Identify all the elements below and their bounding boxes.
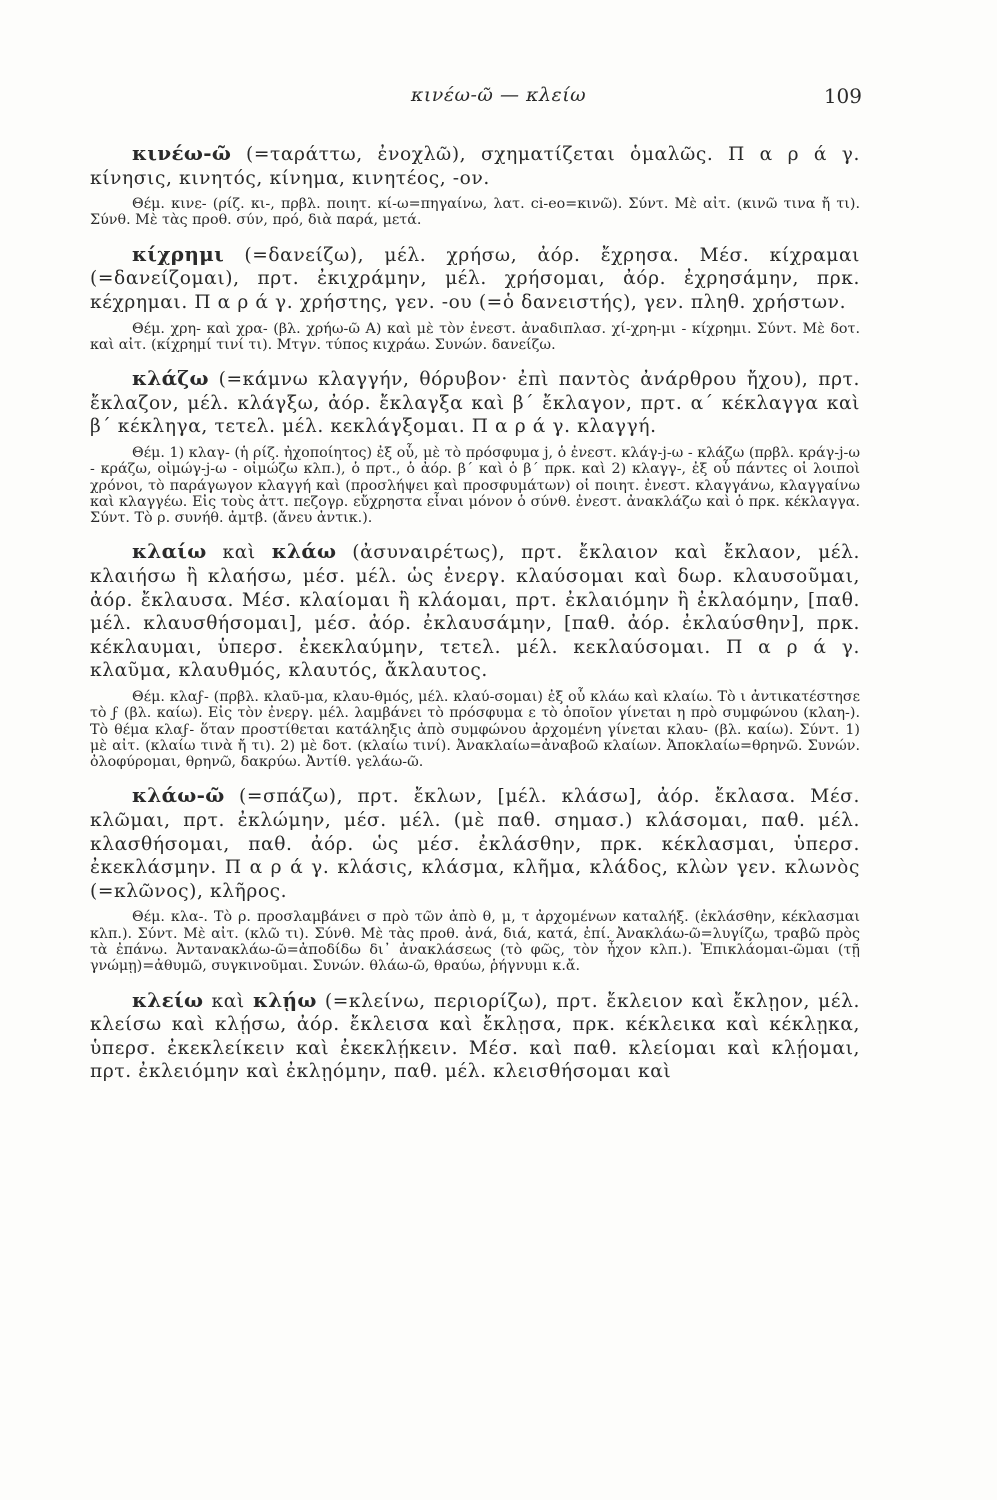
entry-kleio [90, 989, 860, 1084]
running-title: κινέω-ῶ — κλείω [410, 84, 587, 106]
entry-main [90, 989, 860, 1084]
entry-body: (=κλείνω, περιορίζω), πρτ. ἔκλειον καὶ ἔκλῃον, μέλ. κλείσω καὶ κλῄσω, ἀόρ. ἔκλεισα καὶ ἔκλῃσα, πρκ. κέκλεικα καὶ κέκλῃκα, ὑπερσ. ἐκεκλείκειν καὶ ἐκεκλῄκειν. Μέσ. καὶ παθ. κλείομαι καὶ κλῄομαι, πρτ. ἐκλειόμην καὶ ἐκλῃόμην, παθ. μέλ. κλεισθήσομαι καὶ [90, 990, 860, 1083]
headword-join: καὶ [211, 990, 245, 1012]
headword-variant: κλῄω [252, 987, 317, 1012]
headword: κλάζω [132, 366, 209, 391]
entry-note: Θέμ. κλαϝ- (πρβλ. κλαῦ-μα, κλαυ-θμός, μέλ. κλαύ-σομαι) ἐξ οὗ κλάω καὶ κλαίω. Τὸ ι ἀντικατέστησε τὸ ϝ (βλ. καίω). Εἰς τὸν ἐνεργ. μέλ. λαμβάνει τὸ πρόσφυμα ε τὸ ὁποῖον γίνεται η πρὸ συμφώνου (κλαη-). Τὸ θέμα κλαϝ- ὅταν προστίθεται κατάληξις ἀπὸ συμφώνου ἀρχομένη γίνεται κλαυ- (βλ. καίω). Σύντ. 1) μὲ αἰτ. (κλαίω τινὰ ἤ τι). 2) μὲ δοτ. (κλαίω τινί). Ἀνακλαίω=ἀναβοῶ κλαίων. Ἀποκλαίω=θρηνῶ. Συνών. ὀλοφύρομαι, θρηνῶ, δακρύω. Ἀντίθ. γελάω-ῶ. [90, 688, 860, 771]
entry-main [90, 540, 860, 683]
entry-note: Θέμ. κινε- (ρίζ. κι-, πρβλ. ποιητ. κί-ω=πηγαίνω, λατ. ci-eo=κινῶ). Σύντ. Μὲ αἰτ. (κινῶ τινα ἤ τι). Σύνθ. Μὲ τὰς προθ. σύν, πρό, διὰ παρά, μετά. [90, 196, 860, 229]
page-number: 109 [823, 84, 862, 108]
headword-join: καὶ [222, 542, 256, 564]
entries [90, 142, 860, 1098]
entry-main [90, 142, 860, 190]
entry-note: Θέμ. χρη- καὶ χρα- (βλ. χρήω-ῶ Α) καὶ μὲ τὸν ἐνεστ. ἀναδιπλασ. χί-χρη-μι - κίχρημι. Σύντ. Μὲ δοτ. καὶ αἰτ. (κίχρημί τινί τι). Μτγν. τύπος κιχράω. Συνών. δανείζω. [90, 320, 860, 353]
entry-body: (ἀσυναιρέτως), πρτ. ἔκλαιον καὶ ἔκλαον, μέλ. κλαιήσω ἢ κλαήσω, μέσ. μέλ. ὡς ἐνεργ. κλαύσομαι καὶ δωρ. κλαυσοῦμαι, ἀόρ. ἔκλαυσα. Μέσ. κλαίομαι ἢ κλάομαι, πρτ. ἐκλαιόμην ἢ ἐκλαόμην, [παθ. μέλ. κλαυσθήσομαι], μέσ. ἀόρ. ἐκλαυσάμην, [παθ. ἀόρ. ἐκλαύσθην], πρκ. κέκλαυμαι, ὑπερσ. ἐκεκλαύμην, τετελ. μέλ. κεκλαύσομαι. Π α ρ ά γ. κλαῦμα, κλαυθμός, κλαυτός, ἄκλαυτος. [90, 542, 861, 682]
entry-klao [90, 784, 860, 974]
headword-variant: κλάω [271, 539, 337, 564]
entry-body: (=ταράττω, ἐνοχλῶ), σχηματίζεται ὁμαλῶς. Π α ρ ά γ. κίνησις, κινητός, κίνημα, κινητέος, -ον. [90, 144, 861, 189]
entry-body: (=δανείζω), μέλ. χρήσω, ἀόρ. ἔχρησα. Μέσ. κίχραμαι (=δανείζομαι), πρτ. ἐκιχράμην, μέλ. χρήσομαι, ἀόρ. ἐχρησάμην, πρκ. κέχρημαι. Π α ρ ά γ. χρήστης, γεν. -ου (=ὁ δανειστής), γεν. πληθ. χρήστων. [90, 244, 860, 313]
entry-kineo [90, 142, 860, 229]
headword: κλαίω [132, 539, 207, 564]
headword: κίχρημι [132, 241, 225, 266]
entry-klazo [90, 367, 860, 526]
entry-body: (=κάμνω κλαγγήν, θόρυβον· ἐπὶ παντὸς ἀνάρθρου ἤχου), πρτ. ἔκλαζον, μέλ. κλάγξω, ἀόρ. ἔκλαγξα καὶ β΄ ἔκλαγον, πρτ. α΄ κέκλαγγα καὶ β΄ κέκληγα, τετελ. μέλ. κεκλάγξομαι. Π α ρ ά γ. κλαγγή. [90, 369, 860, 438]
entry-main [90, 367, 860, 439]
entry-klaio [90, 540, 860, 770]
headword: κινέω-ῶ [132, 141, 232, 165]
entry-main [90, 784, 860, 903]
entry-kichremi [90, 243, 860, 353]
headword: κλάω-ῶ [132, 783, 225, 808]
entry-note: Θέμ. 1) κλαγ- (ἡ ρίζ. ἠχοποίητος) ἐξ οὗ, μὲ τὸ πρόσφυμα j, ὁ ἐνεστ. κλάγ-j-ω - κλάζω (πρβλ. κράγ-j-ω - κράζω, οἰμώγ-j-ω - οἰμώζω κλπ.), ὁ πρτ., ὁ ἀόρ. β΄ καὶ ὁ β΄ πρκ. καὶ 2) κλαγγ-, ἐξ οὗ πάντες οἱ λοιποὶ χρόνοι, τὸ παράγωγον κλαγγή καὶ (προσλήψει καὶ προσφυμάτων) οἱ ποιητ. ἐνεστ. κλαγγάνω, κλαγγαίνω καὶ κλαγγέω. Εἰς τοὺς ἀττ. πεζογρ. εὔχρηστα εἶναι μόνον ὁ σύνθ. ἐνεστ. ἀνακλάζω καὶ ὁ πρκ. κέκλαγγα. Σύντ. Τὸ ρ. συνήθ. ἀμτβ. (ἄνευ ἀντικ.). [90, 444, 860, 527]
entry-note: Θέμ. κλα-. Τὸ ρ. προσλαμβάνει σ πρὸ τῶν ἀπὸ θ, μ, τ ἀρχομένων καταλήξ. (ἐκλάσθην, κέκλασμαι κλπ.). Σύντ. Μὲ αἰτ. (κλῶ τι). Σύνθ. Μὲ τὰς προθ. ἀνά, διά, κατά, ἐπί. Ἀνακλάω-ῶ=λυγίζω, τραβῶ πρὸς τὰ ἐπάνω. Ἀντανακλάω-ῶ=ἀποδίδω δι᾽ ἀνακλάσεως (τὸ φῶς, τὸν ἦχον κλπ.). Ἐπικλάομαι-ῶμαι (τῇ γνώμῃ)=ἀθυμῶ, συγκινοῦμαι. Συνών. θλάω-ῶ, θραύω, ῥήγνυμι κ.ἄ. [90, 909, 860, 975]
entry-main [90, 243, 860, 315]
headword: κλείω [132, 987, 204, 1012]
entry-body: (=σπάζω), πρτ. ἔκλων, [μέλ. κλάσω], ἀόρ. ἔκλασα. Μέσ. κλῶμαι, πρτ. ἐκλώμην, μέσ. μέλ. (μὲ παθ. σημασ.) κλάσομαι, παθ. μέλ. κλασθήσομαι, παθ. ἀόρ. ὡς μέσ. ἐκλάσθην, πρκ. κέκλασμαι, ὑπερσ. ἐκεκλάσμην. Π α ρ ά γ. κλάσις, κλάσμα, κλῆμα, κλάδος, κλὼν γεν. κλωνὸς (=κλῶνος), κλῆρος. [90, 786, 860, 902]
